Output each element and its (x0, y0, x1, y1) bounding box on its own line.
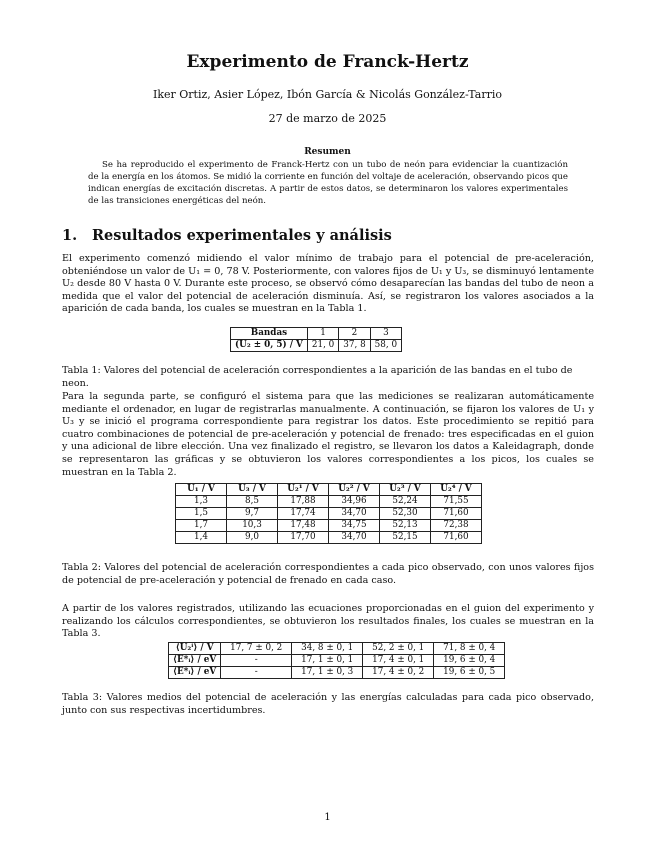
section-number: 1. (62, 227, 78, 244)
table2-header: U₂³ / V (380, 484, 431, 496)
table2-cell: 71,60 (431, 532, 482, 544)
table2-header: U₃ / V (227, 484, 278, 496)
table2-cell: 34,70 (329, 508, 380, 520)
table3-cell: 17, 4 ± 0, 2 (363, 667, 434, 679)
table-1 (230, 327, 402, 352)
caption-table-1: Tabla 1: Valores del potencial de aceleración correspondientes a la aparición de las bandas en el tubo de neon. (62, 365, 573, 389)
table3-cell: - (221, 667, 292, 679)
table2-header: U₁ / V (176, 484, 227, 496)
paragraph-1: El experimento comenzó midiendo el valor mínimo de trabajo para el potencial de pre-aceleración, obteniéndose un valor de U₁ = 0, 78 V. Posteriormente, con valores fijos de U₁ y U₃, se disminuyó lentamente U₂ desde 80 V hasta 0 V. Durante este proceso, se observó cómo desaparecían las bandas del tubo de neon a medida que el valor del potencial de aceleración disminuía. Así, se registraron los valores asociados a la aparición de cada banda, los cuales se muestran en la Tabla 1. (62, 253, 594, 315)
table1-header: 1 (307, 328, 338, 340)
table2-cell: 72,38 (431, 520, 482, 532)
table3-cell: 19, 6 ± 0, 5 (434, 667, 505, 679)
caption-table-2: Tabla 2: Valores del potencial de aceleración correspondientes a cada pico observado, con unos valores fijos de potencial de pre-aceleración y potencial de frenado en cada caso. (62, 562, 594, 586)
table1-row-label: (U₂ ± 0, 5) / V (231, 340, 308, 352)
table2-cell: 1,7 (176, 520, 227, 532)
table2-cell: 10,3 (227, 520, 278, 532)
table3-cell: 52, 2 ± 0, 1 (363, 643, 434, 655)
table3-cell: 71, 8 ± 0, 4 (434, 643, 505, 655)
table2-cell: 52,15 (380, 532, 431, 544)
table3-cell: 17, 1 ± 0, 1 (292, 655, 363, 667)
table3-row-label: ⟨U₂ⁱ⟩ / V (169, 643, 221, 655)
table2-cell: 34,75 (329, 520, 380, 532)
table1-header: 2 (339, 328, 370, 340)
section-heading (62, 227, 392, 244)
table1-cell: 21, 0 (307, 340, 338, 352)
table2-cell: 52,30 (380, 508, 431, 520)
table2-cell: 17,70 (278, 532, 329, 544)
table2-cell: 71,55 (431, 496, 482, 508)
paragraph-2: Para la segunda parte, se configuró el sistema para que las mediciones se realizaran automáticamente mediante el ordenador, en lugar de registrarlas manualmente. A continuación, se fijaron los valores de U₁ y U₃ y se inició el programa correspondiente para registrar los datos. Este procedimiento se repitió para cuatro combinaciones de potencial de pre-aceleración y potencial de frenado: tres especificadas en el guion y una adicional de libre elección. Una vez finalizado el registro, se llevaron los datos a Kaleidagraph, donde se representaron las gráficas y se obtuvieron los valores correspondientes a los picos, los cuales se muestran en la Tabla 2. (62, 391, 594, 478)
table2-cell: 1,3 (176, 496, 227, 508)
table1-cell: 58, 0 (370, 340, 401, 352)
paragraph-3: A partir de los valores registrados, utilizando las ecuaciones proporcionadas en el guion del experimento y realizando los cálculos correspondientes, se obtuvieron los resultados finales, los cuales se muestran en la Tabla 3. (62, 603, 594, 640)
table3-cell: 34, 8 ± 0, 1 (292, 643, 363, 655)
table2-cell: 52,13 (380, 520, 431, 532)
table2-cell: 9,0 (227, 532, 278, 544)
abstract-heading: Resumen (304, 147, 351, 157)
table1-cell: 37, 8 (339, 340, 370, 352)
table3-cell: 17, 7 ± 0, 2 (221, 643, 292, 655)
table2-header: U₂⁴ / V (431, 484, 482, 496)
section-title: Resultados experimentales y análisis (92, 227, 392, 244)
table2-cell: 9,7 (227, 508, 278, 520)
authors: Iker Ortiz, Asier López, Ibón García & Nicolás González-Tarrio (153, 88, 502, 101)
table2-cell: 34,96 (329, 496, 380, 508)
table1-header: Bandas (231, 328, 308, 340)
table3-row-label: ⟨E*ᵢ⟩ / eV (169, 667, 221, 679)
caption-table-3: Tabla 3: Valores medios del potencial de aceleración y las energías calculadas para cada pico observado, junto con sus respectivas incertidumbres. (62, 692, 594, 716)
table2-cell: 17,48 (278, 520, 329, 532)
table2-cell: 52,24 (380, 496, 431, 508)
table2-cell: 34,70 (329, 532, 380, 544)
table2-cell: 17,74 (278, 508, 329, 520)
table1-header: 3 (370, 328, 401, 340)
abstract-text: Se ha reproducido el experimento de Franck-Hertz con un tubo de neón para evidenciar la cuantización de la energía en los átomos. Se midió la corriente en función del voltaje de aceleración, observando picos que indican energías de excitación discretas. A partir de estos datos, se determinaron los valores experimentales de las transiciones energéticas del neón. (88, 160, 568, 206)
table2-cell: 71,60 (431, 508, 482, 520)
table2-cell: 8,5 (227, 496, 278, 508)
paper-title: Experimento de Franck-Hertz (186, 52, 469, 72)
table2-cell: 1,4 (176, 532, 227, 544)
table-3 (168, 642, 505, 679)
table3-cell: 17, 1 ± 0, 3 (292, 667, 363, 679)
table3-row-label: ⟨E*ᵢ⟩ / eV (169, 655, 221, 667)
table2-cell: 1,5 (176, 508, 227, 520)
table3-cell: 17, 4 ± 0, 1 (363, 655, 434, 667)
date: 27 de marzo de 2025 (268, 112, 387, 125)
table2-header: U₂² / V (329, 484, 380, 496)
table3-cell: 19, 6 ± 0, 4 (434, 655, 505, 667)
page-number: 1 (324, 812, 331, 823)
table-2 (175, 483, 482, 544)
table2-header: U₂¹ / V (278, 484, 329, 496)
table3-cell: - (221, 655, 292, 667)
table2-cell: 17,88 (278, 496, 329, 508)
